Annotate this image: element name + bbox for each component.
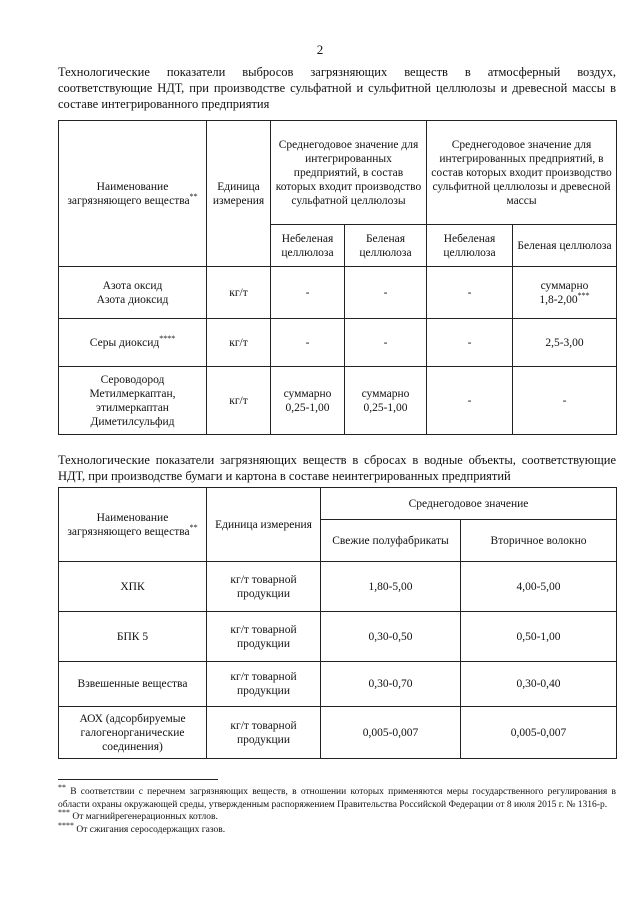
cell-value bbox=[513, 267, 617, 319]
cell-value-text: суммарно 0,25-1,00 bbox=[283, 387, 332, 414]
cell-value: - bbox=[271, 267, 345, 319]
header-average: Среднегодовое значение bbox=[321, 488, 617, 520]
footnote-mark: *** bbox=[58, 807, 70, 817]
header-name-text: Наименование загрязняющего вещества bbox=[67, 511, 190, 538]
cell-value: - bbox=[345, 267, 427, 319]
cell-unit: кг/т товарной продукции bbox=[207, 662, 321, 707]
header-unit: Единица измерения bbox=[207, 488, 321, 562]
table-row bbox=[59, 707, 617, 759]
emissions-air-table bbox=[58, 120, 617, 435]
header-sulfite-unbleached: Небеленая целлюлоза bbox=[427, 225, 513, 267]
cell-value bbox=[345, 367, 427, 435]
cell-value: 0,005-0,007 bbox=[321, 707, 461, 759]
cell-value bbox=[271, 367, 345, 435]
cell-unit: кг/т товарной продукции bbox=[207, 707, 321, 759]
cell-name-text: Азота оксид Азота диоксид bbox=[96, 279, 169, 306]
header-name bbox=[59, 121, 207, 267]
page-number: 2 bbox=[316, 42, 324, 57]
cell-value: 0,005-0,007 bbox=[461, 707, 617, 759]
cell-value: - bbox=[345, 319, 427, 367]
section1-title: Технологические показатели выбросов загрязняющих веществ в атмосферный воздух, соответствующие НДТ, при производстве сульфатной и сульфитной целлюлозы и древесной массы в составе интегрированного предприятия bbox=[58, 65, 616, 111]
cell-unit: кг/т bbox=[207, 267, 271, 319]
cell-name: ХПК bbox=[59, 562, 207, 612]
cell-value: - bbox=[427, 367, 513, 435]
header-name-mark: ** bbox=[189, 522, 198, 532]
cell-unit: кг/т bbox=[207, 319, 271, 367]
footnote bbox=[58, 807, 616, 824]
cell-value: 4,00-5,00 bbox=[461, 562, 617, 612]
cell-value: 0,30-0,70 bbox=[321, 662, 461, 707]
cell-name bbox=[59, 319, 207, 367]
header-fresh: Свежие полуфабрикаты bbox=[321, 520, 461, 562]
cell-unit: кг/т bbox=[207, 367, 271, 435]
cell-value-text: суммарно 0,25-1,00 bbox=[361, 387, 410, 414]
header-name-text: Наименование загрязняющего вещества bbox=[67, 180, 190, 207]
header-unit: Единица измерения bbox=[207, 121, 271, 267]
table-row bbox=[59, 267, 617, 319]
footnote-text: От магнийрегенерационных котлов. bbox=[70, 812, 218, 822]
cell-name bbox=[59, 267, 207, 319]
header-sulfite-group: Среднегодовое значение для интегрированных предприятий, в состав которых входит производство сульфитной целлюлозы и древесной массы bbox=[427, 121, 617, 225]
section2-title: Технологические показатели загрязняющих веществ в сбросах в водные объекты, соответствующие НДТ, при производстве бумаги и картона в составе неинтегрированных предприятий bbox=[58, 453, 616, 483]
header-sulfate-unbleached: Небеленая целлюлоза bbox=[271, 225, 345, 267]
footnote-text: От сжигания серосодержащих газов. bbox=[74, 824, 226, 835]
cell-value: - bbox=[271, 319, 345, 367]
cell-unit: кг/т товарной продукции bbox=[207, 612, 321, 662]
cell-name-text: Серы диоксид bbox=[89, 336, 160, 349]
footnote-mark: ** bbox=[58, 782, 66, 792]
discharge-water-table bbox=[58, 487, 617, 759]
header-recycled: Вторичное волокно bbox=[461, 520, 617, 562]
cell-name: АОХ (адсорбируемые галогенорганические соединения) bbox=[59, 707, 207, 759]
cell-name bbox=[59, 367, 207, 435]
footnote-divider bbox=[58, 779, 218, 780]
cell-unit: кг/т товарной продукции bbox=[207, 562, 321, 612]
footnote-text: В соответствии с перечнем загрязняющих веществ, в отношении которых применяются меры государственного регулирования в области охраны окружающей среды, утвержденным распоряжением Правительства Российской Федерации от 8 июля 2015 г. № 1316-р. bbox=[58, 787, 616, 810]
cell-value: 0,50-1,00 bbox=[461, 612, 617, 662]
footnote bbox=[58, 820, 616, 837]
cell-value: 1,80-5,00 bbox=[321, 562, 461, 612]
cell-value: 2,5-3,00 bbox=[513, 319, 617, 367]
cell-name: Взвешенные вещества bbox=[59, 662, 207, 707]
table-row bbox=[59, 562, 617, 612]
cell-value: - bbox=[427, 267, 513, 319]
footnote bbox=[58, 782, 616, 811]
cell-value: - bbox=[513, 367, 617, 435]
cell-name-text: Сероводород Метилмеркаптан, этилмеркаптан Диметилсульфид bbox=[89, 373, 176, 428]
table-row bbox=[59, 367, 617, 435]
table-row bbox=[59, 612, 617, 662]
header-name bbox=[59, 488, 207, 562]
cell-value: 0,30-0,50 bbox=[321, 612, 461, 662]
header-sulfite-bleached: Беленая целлюлоза bbox=[513, 225, 617, 267]
cell-value: 0,30-0,40 bbox=[461, 662, 617, 707]
header-sulfate-group: Среднегодовое значение для интегрированных предприятий, в состав которых входит производство сульфатной целлюлозы bbox=[271, 121, 427, 225]
cell-value-text: суммарно 1,8-2,00 bbox=[539, 279, 589, 306]
cell-name-mark: **** bbox=[159, 333, 176, 343]
table-row bbox=[59, 319, 617, 367]
header-sulfate-bleached: Беленая целлюлоза bbox=[345, 225, 427, 267]
header-name-mark: ** bbox=[189, 191, 198, 201]
footnotes bbox=[58, 782, 616, 836]
cell-name: БПК 5 bbox=[59, 612, 207, 662]
footnote-mark: **** bbox=[58, 820, 74, 830]
cell-value-mark: *** bbox=[577, 290, 590, 300]
table-row bbox=[59, 662, 617, 707]
cell-value: - bbox=[427, 319, 513, 367]
